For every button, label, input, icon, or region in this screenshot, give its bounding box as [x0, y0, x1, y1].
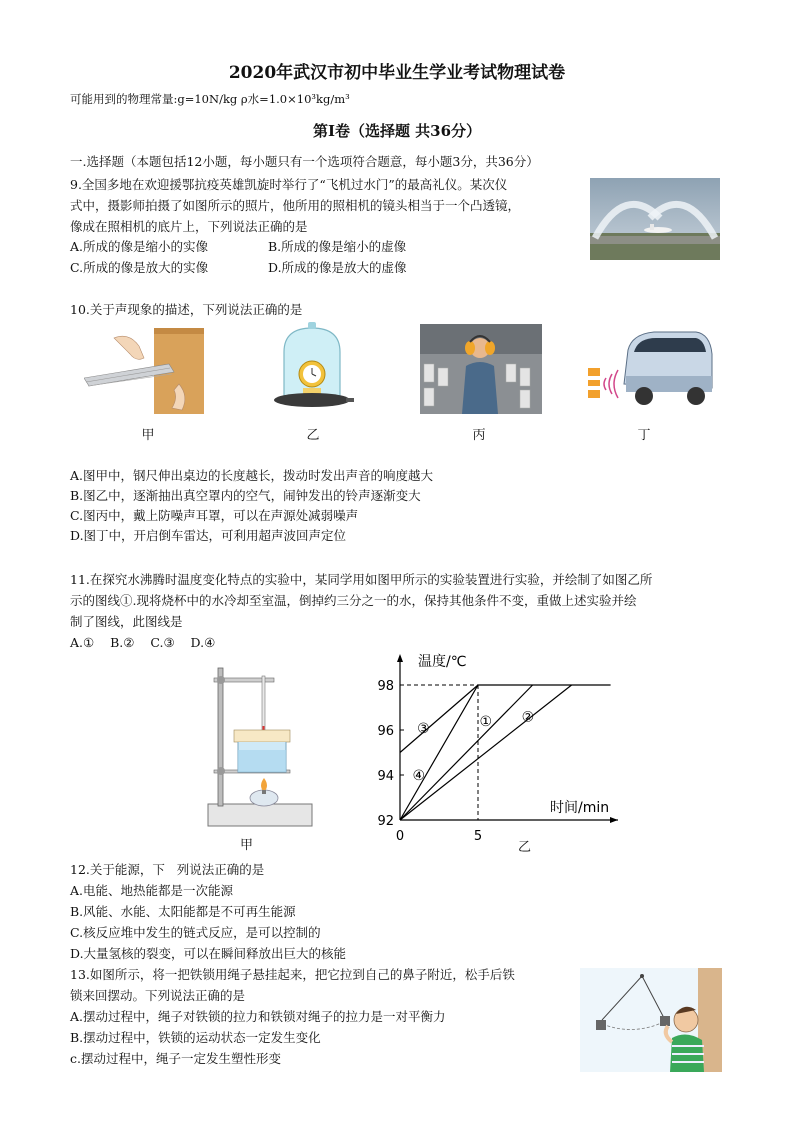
fig-caption-ding: 丁: [637, 428, 651, 443]
q11-line-3: 制了图线，此图线是: [70, 614, 183, 629]
physical-constants: 可能用到的物理常量:g=10N/kg ρ水=1.0×10³kg/m³: [70, 92, 350, 106]
series-label-4: ④: [412, 768, 426, 784]
steel-ruler-figure: [84, 328, 204, 414]
airplane-water-gate-photo: [590, 178, 720, 260]
q9-option-d: D.所成的像是放大的虚像: [268, 260, 407, 275]
q9-option-b: B.所成的像是缩小的虚像: [268, 239, 407, 254]
series-label-1: ①: [479, 714, 493, 730]
q9-line-1: 9.全国多地在欢迎援鄂抗疫英雄凯旋时举行了“飞机过水门”的最高礼仪。某次仪: [70, 177, 508, 192]
fig-caption-jia: 甲: [141, 428, 155, 443]
q12-stem: 12.关于能源，下 列说法正确的是: [70, 862, 265, 877]
q11-line-1: 11.在探究水沸腾时温度变化特点的实验中，某同学用如图甲所示的实验装置进行实验，并绘制了如图乙所: [70, 572, 653, 587]
fig-caption-apparatus: 甲: [240, 838, 254, 853]
y-tick-label: 96: [377, 724, 394, 739]
q13-option-c: c.摆动过程中，绳子一定发生塑性形变: [70, 1051, 281, 1066]
q10-stem: 10.关于声现象的描述，下列说法正确的是: [70, 302, 303, 317]
q12-option-a: A.电能、地热能都是一次能源: [70, 883, 234, 898]
textile-worker-earmuffs-figure: [420, 324, 542, 414]
q10-option-c: C.图丙中，戴上防噪声耳罩，可以在声源处减弱噪声: [70, 508, 359, 523]
fig-caption-chart: 乙: [518, 840, 532, 855]
q13-line-2: 锁来回摆动。下列说法正确的是: [70, 988, 246, 1003]
y-tick-label: 98: [377, 679, 394, 694]
y-tick-label: 94: [377, 769, 394, 784]
fig-caption-bing: 丙: [472, 428, 486, 443]
x-tick-label: 0: [395, 829, 405, 844]
car-reversing-radar-figure: [584, 324, 714, 410]
q12-option-b: B.风能、水能、太阳能都是不可再生能源: [70, 904, 296, 919]
section-title: 第Ⅰ卷（选择题 共36分）: [312, 122, 482, 140]
q11-line-2: 示的图线①.现将烧杯中的水冷却至室温，倒掉约三分之一的水，保持其他条件不变，重做上述实验并绘: [70, 593, 637, 608]
y-tick-label: 92: [377, 814, 394, 829]
temperature-time-chart: [360, 648, 630, 858]
y-axis-arrow: [397, 654, 403, 662]
q9-option-c: C.所成的像是放大的实像: [70, 260, 209, 275]
q12-option-d: D.大量氢核的裂变，可以在瞬间释放出巨大的核能: [70, 946, 347, 961]
q13-line-1: 13.如图所示，将一把铁锁用绳子悬挂起来，把它拉到自己的鼻子附近，松手后铁: [70, 967, 515, 982]
x-axis-arrow: [610, 817, 618, 823]
series-label-2: ②: [521, 709, 535, 726]
q9-line-2: 式中，摄影师拍摄了如图所示的照片，他所用的照相机的镜头相当于一个凸透镜，: [70, 198, 521, 213]
x-tick-label: 5: [473, 829, 483, 844]
boiling-water-apparatus-figure: [204, 656, 316, 836]
bell-jar-alarm-clock-figure: [270, 322, 354, 412]
q10-option-a: A.图甲中，钢尺伸出桌边的长度越长，拨动时发出声音的响度越大: [70, 468, 434, 483]
instruction: 一.选择题（本题包括12小题，每小题只有一个选项符合题意，每小题3分，共36分）: [70, 154, 539, 169]
q10-option-d: D.图丁中，开启倒车雷达，可利用超声波回声定位: [70, 528, 347, 543]
q11-options: A.① B.② C.③ D.④: [70, 635, 216, 650]
x-axis-label: 时间/min: [550, 800, 610, 816]
series-line-3: [400, 685, 478, 753]
q9-option-a: A.所成的像是缩小的实像: [70, 239, 209, 254]
series-line-2: [400, 685, 572, 820]
q10-option-b: B.图乙中，逐渐抽出真空罩内的空气，闹钟发出的铃声逐渐变大: [70, 488, 421, 503]
exam-title: 2020年武汉市初中毕业生学业考试物理试卷: [228, 63, 566, 83]
q13-option-b: B.摆动过程中，铁锁的运动状态一定发生变化: [70, 1030, 321, 1045]
q12-option-c: C.核反应堆中发生的链式反应，是可以控制的: [70, 925, 321, 940]
q9-line-3: 像成在照相机的底片上，下列说法正确的是: [70, 219, 308, 234]
y-axis-label: 温度/℃: [418, 654, 467, 670]
iron-lock-pendulum-figure: [580, 968, 722, 1072]
fig-caption-yi: 乙: [306, 428, 320, 443]
q13-option-a: A.摆动过程中，绳子对铁锁的拉力和铁锁对绳子的拉力是一对平衡力: [70, 1009, 446, 1024]
series-label-3: ③: [417, 720, 430, 737]
